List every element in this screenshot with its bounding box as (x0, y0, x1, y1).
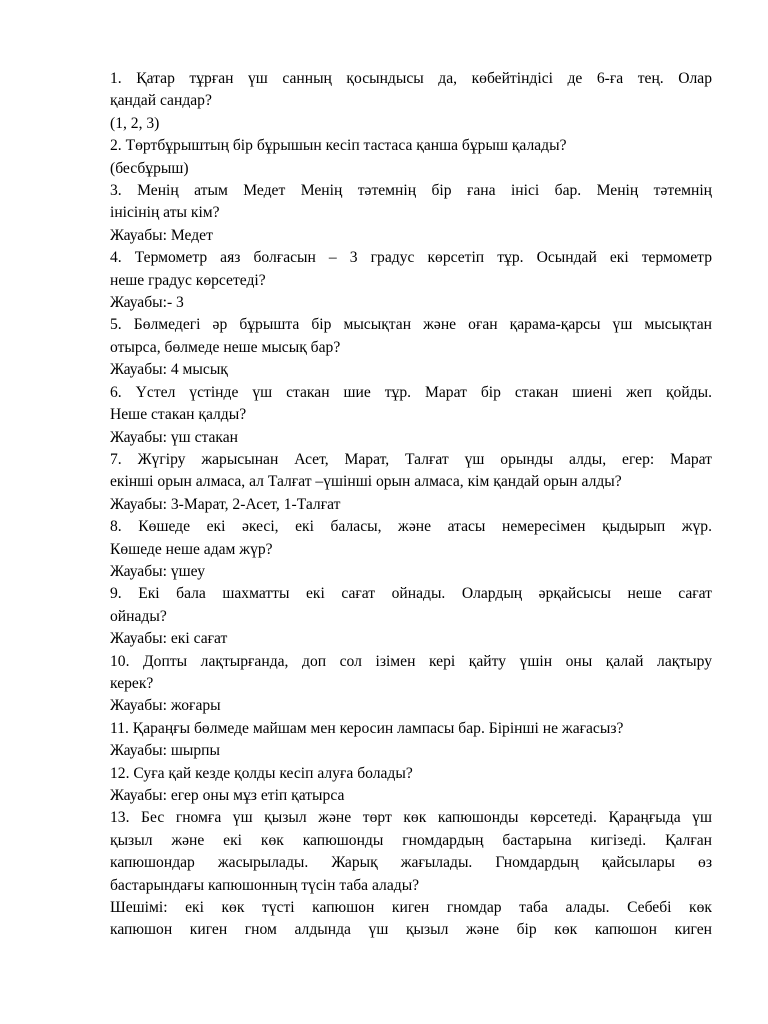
text-line: қандай сандар? (110, 92, 212, 110)
text-line: ойнады? (110, 607, 167, 625)
text-line: капюшон киген гном алдында үш қызыл және бір көк капюшон киген (110, 921, 712, 939)
text-line: Жауабы: Медет (110, 226, 213, 244)
text-line: 3. Менің атым Медет Менің тәтемнің бір ғана інісі бар. Менің тәтемнің (110, 182, 712, 200)
text-line: 13. Бес гномға үш қызыл және төрт көк капюшонды көрсетеді. Қараңғыда үш (110, 809, 712, 827)
text-line: 11. Қараңғы бөлмеде майшам мен керосин лампасы бар. Бірінші не жағасыз? (110, 719, 624, 737)
text-line: капюшондар жасырылады. Жарық жағылады. Гномдардың қайсылары өз (110, 854, 712, 872)
text-line: Жауабы: шырпы (110, 742, 220, 760)
text-line: бастарындағы капюшонның түсін таба алады? (110, 876, 420, 894)
text-line: Көшеде неше адам жүр? (110, 540, 273, 558)
text-line: екінші орын алмаса, ал Талғат –үшінші орын алмаса, кім қандай орын алды? (110, 473, 622, 491)
text-line: 4. Термометр аяз болғасын – 3 градус көрсетіп тұр. Осындай екі термометр (110, 249, 712, 267)
text-line: 2. Төртбұрыштың бір бұрышын кесіп тастаса қанша бұрыш қалады? (110, 137, 567, 155)
document-page (110, 68, 712, 942)
text-line: Жауабы: екі сағат (110, 630, 228, 648)
text-line: отырса, бөлмеде неше мысық бар? (110, 338, 341, 356)
text-line: (1, 2, 3) (110, 114, 160, 132)
text-line: керек? (110, 674, 154, 692)
text-line: 8. Көшеде екі әкесі, екі баласы, және атасы немересімен қыдырып жүр. (110, 518, 712, 536)
text-line: (бесбұрыш) (110, 159, 189, 177)
text-line: неше градус көрсетеді? (110, 271, 266, 289)
text-line: Жауабы: 4 мысық (110, 361, 228, 379)
text-line: 9. Екі бала шахматты екі сағат ойнады. Олардың әрқайсысы неше сағат (110, 585, 712, 603)
text-line: 6. Үстел үстінде үш стакан шие тұр. Марат бір стакан шиені жеп қойды. (110, 383, 712, 401)
text-line: 10. Допты лақтырғанда, доп сол ізімен кері қайту үшін оны қалай лақтыру (110, 652, 712, 670)
text-line: Жауабы: жоғары (110, 697, 221, 715)
text-line: 1. Қатар тұрған үш санның қосындысы да, көбейтіндісі де 6-ға тең. Олар (110, 70, 712, 87)
text-line: Жауабы: 3-Марат, 2-Асет, 1-Талғат (110, 495, 341, 513)
text-line: Жауабы: үшеу (110, 562, 206, 580)
text-line: қызыл және екі көк капюшонды гномдардың бастарына кигізеді. Қалған (110, 831, 712, 849)
text-line: Жауабы:- 3 (110, 294, 184, 312)
text-line: Жауабы: егер оны мұз етіп қатырса (110, 787, 345, 804)
text-line: 12. Суға қай кезде қолды кесіп алуға болады? (110, 764, 413, 782)
text-line: Неше стакан қалды? (110, 406, 247, 424)
text-line: інісінің аты кім? (110, 204, 220, 222)
text-line: 7. Жүгіру жарысынан Асет, Марат, Талғат үш орынды алды, егер: Марат (110, 450, 712, 468)
text-line: 5. Бөлмедегі әр бұрышта бір мысықтан және оған қарама-қарсы үш мысықтан (110, 316, 712, 334)
text-line: Жауабы: үш стакан (110, 428, 239, 446)
text-line: Шешімі: екі көк түсті капюшон киген гномдар таба алады. Себебі көк (110, 899, 712, 917)
